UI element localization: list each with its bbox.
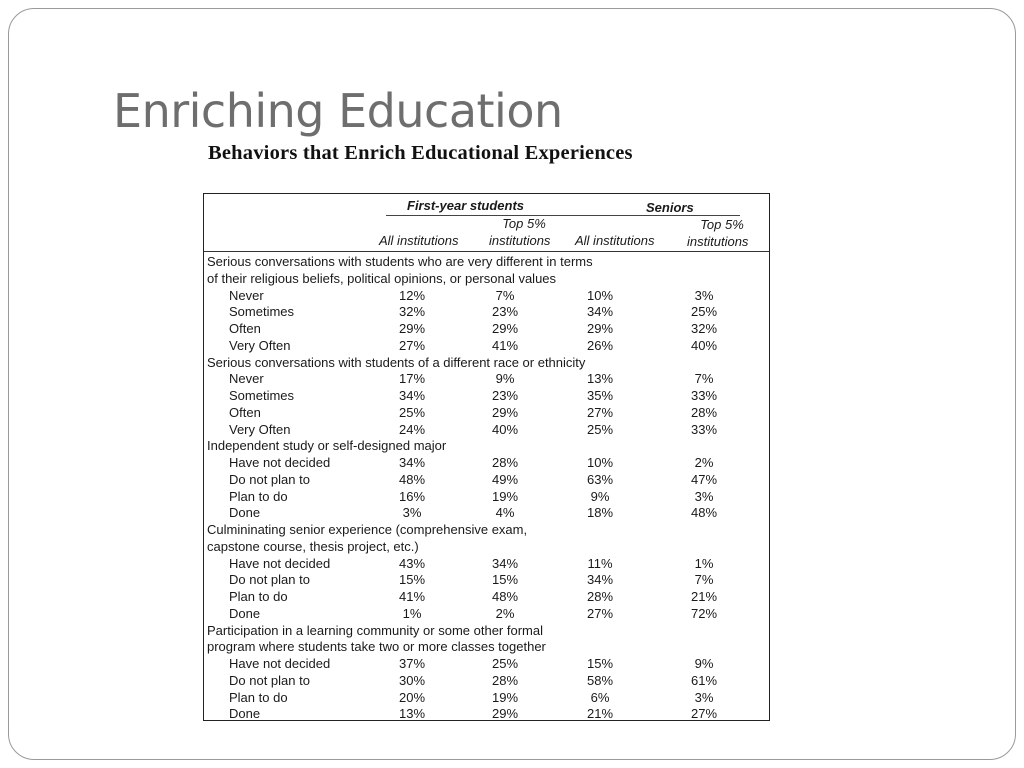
row-label: Do not plan to — [229, 572, 310, 588]
cell-value: 48% — [398, 471, 426, 487]
section-heading: Serious conversations with students who are very different in terms — [207, 254, 593, 269]
cell-value: 34% — [398, 455, 426, 470]
cell-value: 21% — [690, 589, 718, 604]
cell-value: 25% — [690, 304, 718, 320]
cell-value: 25% — [398, 404, 426, 420]
cell-value: 28% — [491, 455, 519, 470]
cell-value: 25% — [491, 656, 519, 671]
cell-value: 26% — [586, 337, 614, 353]
row-label: Do not plan to — [229, 471, 310, 487]
cell-value: 28% — [491, 672, 519, 688]
cell-value: 10% — [586, 455, 614, 470]
cell-value: 28% — [586, 589, 614, 604]
cell-value: 40% — [690, 337, 718, 353]
row-label: Have not decided — [229, 455, 331, 470]
section-heading: Independent study or self-designed major — [207, 438, 447, 454]
section-heading: of their religious beliefs, political opinions, or personal values — [207, 270, 557, 286]
col-header-fy-top-line1: Top 5% — [502, 216, 546, 231]
slide-title: Enriching Education — [113, 84, 563, 138]
header-rule — [204, 251, 769, 252]
cell-value: 49% — [491, 471, 519, 487]
cell-value: 13% — [398, 706, 426, 722]
cell-value: 7% — [495, 287, 515, 303]
cell-value: 29% — [491, 706, 519, 722]
group-underline — [386, 215, 740, 216]
cell-value: 2% — [694, 455, 714, 470]
cell-value: 18% — [586, 505, 614, 521]
cell-value: 16% — [398, 488, 426, 504]
cell-value: 23% — [491, 304, 519, 320]
section-heading: capstone course, thesis project, etc.) — [207, 538, 419, 554]
row-label: Very Often — [229, 421, 291, 437]
data-table — [203, 193, 770, 721]
col-header-sr-top-line1: Top 5% — [700, 217, 744, 232]
col-header-sr-all: All institutions — [575, 233, 655, 248]
cell-value: 3% — [694, 488, 714, 504]
cell-value: 1% — [402, 605, 422, 621]
section-heading: Serious conversations with students of a different race or ethnicity — [207, 354, 586, 370]
cell-value: 47% — [690, 471, 718, 487]
row-label: Have not decided — [229, 656, 331, 671]
cell-value: 35% — [586, 388, 614, 403]
cell-value: 29% — [398, 321, 426, 336]
cell-value: 34% — [398, 388, 426, 403]
section-heading: Culmininating senior experience (comprehensive exam, — [207, 522, 528, 537]
cell-value: 58% — [586, 672, 614, 688]
cell-value: 20% — [398, 689, 426, 705]
row-label: Done — [229, 706, 261, 722]
cell-value: 3% — [694, 689, 714, 705]
row-label: Plan to do — [229, 488, 288, 504]
cell-value: 13% — [586, 371, 614, 387]
cell-value: 43% — [398, 555, 426, 571]
cell-value: 24% — [398, 421, 426, 437]
col-header-fy-all: All institutions — [379, 233, 459, 248]
cell-value: 9% — [694, 656, 714, 671]
cell-value: 29% — [491, 321, 519, 336]
cell-value: 32% — [398, 304, 426, 320]
row-label: Sometimes — [229, 304, 295, 320]
cell-value: 19% — [491, 488, 519, 504]
row-label: Plan to do — [229, 689, 288, 705]
cell-value: 28% — [690, 404, 718, 420]
row-label: Never — [229, 287, 264, 303]
cell-value: 7% — [694, 572, 714, 588]
row-label: Never — [229, 371, 264, 387]
cell-value: 9% — [590, 488, 610, 504]
cell-value: 37% — [398, 656, 426, 671]
cell-value: 19% — [491, 689, 519, 705]
cell-value: 9% — [495, 371, 515, 387]
scanned-table-image — [196, 142, 776, 732]
col-header-sr-top-line2: institutions — [687, 234, 749, 249]
cell-value: 4% — [495, 505, 515, 521]
cell-value: 12% — [398, 287, 426, 303]
cell-value: 41% — [491, 337, 519, 353]
cell-value: 34% — [586, 572, 614, 588]
cell-value: 63% — [586, 471, 614, 487]
cell-value: 1% — [694, 555, 714, 571]
cell-value: 41% — [398, 589, 426, 604]
cell-value: 48% — [491, 589, 519, 604]
cell-value: 30% — [398, 672, 426, 688]
cell-value: 7% — [694, 371, 714, 387]
section-heading: Participation in a learning community or some other formal — [207, 622, 543, 638]
cell-value: 61% — [690, 672, 718, 688]
cell-value: 72% — [690, 605, 718, 621]
cell-value: 29% — [491, 404, 519, 420]
cell-value: 2% — [495, 605, 515, 621]
cell-value: 27% — [398, 337, 426, 353]
cell-value: 3% — [402, 505, 422, 521]
cell-value: 34% — [586, 304, 614, 320]
row-label: Sometimes — [229, 388, 295, 403]
row-label: Often — [229, 321, 261, 336]
cell-value: 34% — [491, 555, 519, 571]
row-label: Done — [229, 605, 261, 621]
cell-value: 27% — [586, 605, 614, 621]
table-heading: Behaviors that Enrich Educational Experiences — [208, 142, 633, 164]
cell-value: 3% — [694, 287, 714, 303]
cell-value: 40% — [491, 421, 519, 437]
cell-value: 33% — [690, 388, 718, 403]
cell-value: 21% — [586, 706, 614, 722]
row-label: Done — [229, 505, 261, 521]
cell-value: 27% — [690, 706, 718, 722]
cell-value: 29% — [586, 321, 614, 336]
cell-value: 25% — [586, 421, 614, 437]
cell-value: 23% — [491, 388, 519, 403]
group-header-seniors: Seniors — [646, 200, 694, 215]
cell-value: 33% — [690, 421, 718, 437]
cell-value: 15% — [491, 572, 519, 588]
row-label: Have not decided — [229, 555, 331, 571]
group-header-first-year: First-year students — [407, 198, 525, 213]
row-label: Do not plan to — [229, 672, 310, 688]
cell-value: 6% — [590, 689, 610, 705]
cell-value: 32% — [690, 321, 718, 336]
section-heading: program where students take two or more classes together — [207, 639, 546, 655]
col-header-fy-top-line2: institutions — [489, 233, 551, 248]
cell-value: 48% — [690, 505, 718, 521]
cell-value: 15% — [398, 572, 426, 588]
row-label: Plan to do — [229, 589, 288, 604]
row-label: Very Often — [229, 337, 291, 353]
cell-value: 11% — [587, 555, 613, 571]
row-label: Often — [229, 404, 261, 420]
cell-value: 27% — [586, 404, 614, 420]
cell-value: 17% — [398, 371, 426, 387]
cell-value: 15% — [586, 656, 614, 671]
cell-value: 10% — [586, 287, 614, 303]
